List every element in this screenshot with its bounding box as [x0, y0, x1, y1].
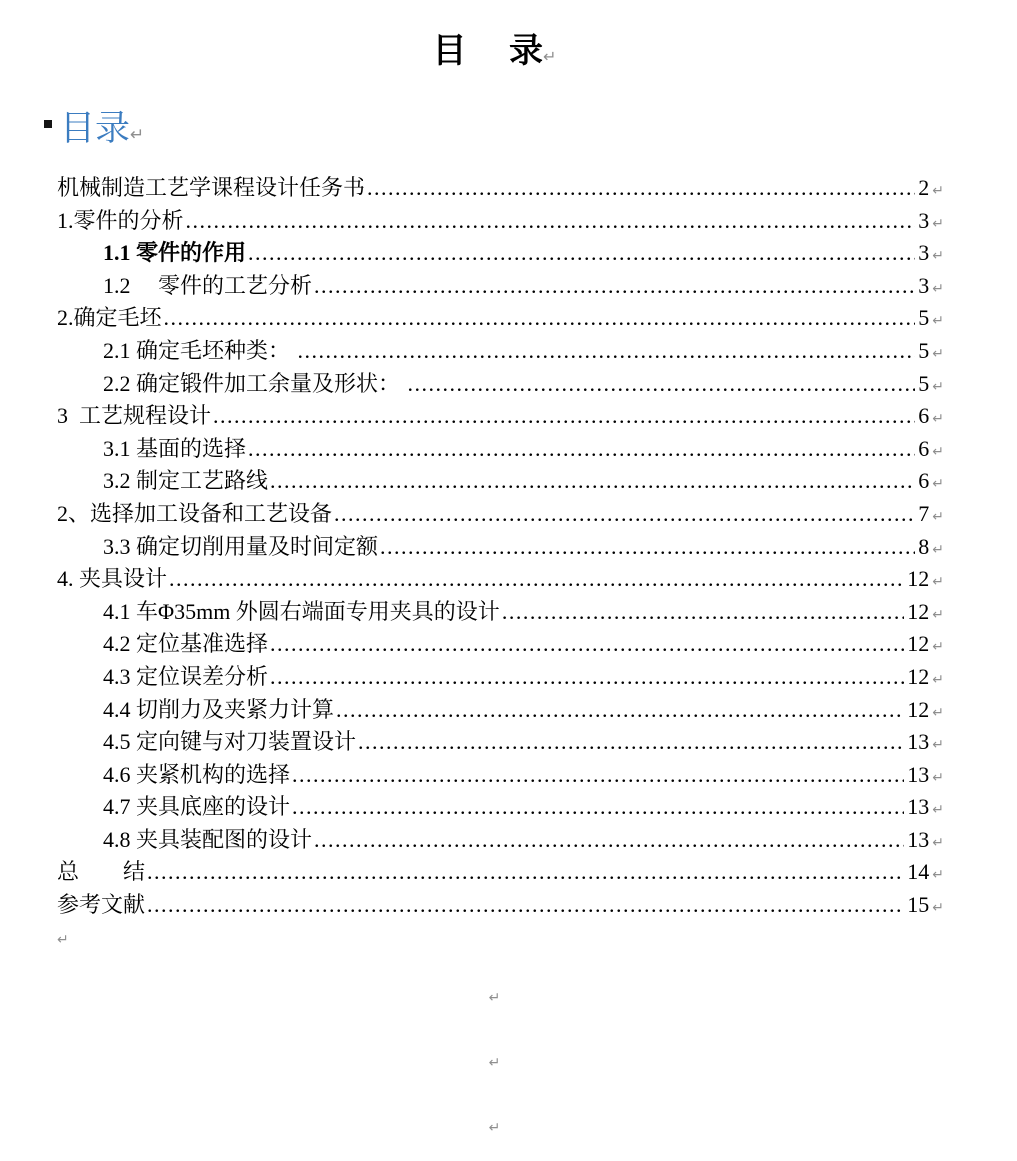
- toc-entry-label: 4.2 定位基准选择: [103, 631, 269, 657]
- toc-entry-label: 3.1 基面的选择: [103, 435, 247, 461]
- toc-entry-label: 3.3 确定切削用量及时间定额: [103, 533, 379, 559]
- dot-leader: [334, 498, 915, 531]
- toc-entry[interactable]: [0, 400, 1017, 433]
- toc-page-number: 7: [918, 500, 930, 526]
- dot-leader: [248, 237, 915, 270]
- dot-leader: [186, 205, 916, 238]
- dot-leader: [380, 531, 915, 564]
- toc-page-number: 3: [918, 240, 930, 266]
- dot-leader: [408, 368, 916, 401]
- dot-leader: [336, 694, 904, 727]
- paragraph-return-icon: ↵: [932, 704, 944, 721]
- toc-entry-label: 参考文献: [57, 892, 146, 918]
- toc-heading-row: [60, 106, 144, 158]
- toc-page-number: 6: [918, 403, 930, 429]
- toc-page-number: 13: [907, 761, 930, 787]
- toc-entry-label: 4.1 车Φ35mm 外圆右端面专用夹具的设计: [103, 598, 500, 624]
- toc-entry[interactable]: [0, 237, 1017, 270]
- dot-leader: [298, 335, 916, 368]
- toc-entry[interactable]: [0, 791, 1017, 824]
- page-title: 目 录: [432, 33, 544, 70]
- paragraph-return-icon: ↵: [488, 1120, 501, 1136]
- toc-entry[interactable]: [0, 856, 1017, 889]
- toc-entry[interactable]: [0, 596, 1017, 629]
- toc-page-number: 8: [918, 533, 930, 559]
- toc-heading: 目录: [60, 109, 131, 148]
- dot-leader: [358, 726, 904, 759]
- toc-page-number: 12: [907, 631, 930, 657]
- paragraph-return-icon: ↵: [932, 476, 944, 493]
- toc-entry-label: 2.1 确定毛坯种类：: [103, 337, 296, 363]
- paragraph-return-icon: ↵: [543, 47, 557, 66]
- dot-leader: [502, 596, 904, 629]
- toc-entry[interactable]: [0, 824, 1017, 857]
- paragraph-return-icon: ↵: [57, 932, 69, 948]
- dot-leader: [270, 465, 915, 498]
- paragraph-return-icon: ↵: [488, 990, 501, 1006]
- paragraph-return-icon: ↵: [932, 248, 944, 265]
- dot-leader: [147, 889, 904, 922]
- paragraph-return-icon: ↵: [932, 900, 944, 917]
- paragraph-return-icon: ↵: [932, 802, 944, 819]
- dot-leader: [169, 563, 904, 596]
- paragraph-return-icon: ↵: [932, 280, 944, 297]
- toc-entry-label: 1.2 零件的工艺分析: [103, 272, 313, 298]
- dot-leader: [292, 791, 904, 824]
- toc-entry[interactable]: [0, 335, 1017, 368]
- toc-entry-label: 1.1 零件的作用: [103, 240, 247, 266]
- toc-page-number: 15: [907, 892, 930, 918]
- toc-entry-label: 3 工艺规程设计: [57, 403, 212, 429]
- paragraph-return-icon: ↵: [932, 215, 944, 232]
- toc-entry-label: 总 结: [57, 859, 146, 885]
- dot-leader: [270, 661, 904, 694]
- toc-page-number: 14: [907, 859, 930, 885]
- toc-entry-label: 4.4 切削力及夹紧力计算: [103, 696, 335, 722]
- toc-entry[interactable]: [0, 628, 1017, 661]
- paragraph-return-icon: ↵: [932, 867, 944, 884]
- paragraph-return-icon: ↵: [932, 769, 944, 786]
- dot-leader: [292, 759, 904, 792]
- toc-entry[interactable]: [0, 368, 1017, 401]
- toc-page-number: 12: [907, 598, 930, 624]
- toc-entry[interactable]: [0, 433, 1017, 466]
- toc-page-number: 13: [907, 826, 930, 852]
- toc-entry[interactable]: [0, 172, 1017, 205]
- toc-entry[interactable]: [0, 531, 1017, 564]
- toc-entry[interactable]: [0, 694, 1017, 727]
- toc-page-number: 5: [918, 370, 930, 396]
- toc-entry-label: 机械制造工艺学课程设计任务书: [57, 175, 366, 200]
- paragraph-return-icon: ↵: [130, 125, 145, 145]
- toc-entry[interactable]: [0, 759, 1017, 792]
- toc-entry[interactable]: [0, 302, 1017, 335]
- toc-page-number: 12: [907, 663, 930, 689]
- toc-entry-label: 4.6 夹紧机构的选择: [103, 761, 291, 787]
- paragraph-return-icon: ↵: [932, 574, 944, 591]
- heading-style-marker-icon: [44, 120, 52, 128]
- dot-leader: [164, 302, 916, 335]
- paragraph-return-icon: ↵: [932, 834, 944, 851]
- toc-entry-label: 2.确定毛坯: [57, 305, 162, 331]
- toc-page-number: 6: [918, 468, 930, 494]
- toc-page-number: 5: [918, 337, 930, 363]
- paragraph-return-icon: ↵: [932, 606, 944, 623]
- toc-entry-label: 4.3 定位误差分析: [103, 663, 269, 689]
- dot-leader: [314, 824, 904, 857]
- toc-entry[interactable]: [0, 563, 1017, 596]
- paragraph-return-icon: ↵: [932, 313, 944, 330]
- dot-leader: [147, 856, 904, 889]
- paragraph-return-icon: ↵: [932, 443, 944, 460]
- toc-page-number: 12: [907, 566, 930, 592]
- toc-page-number: 13: [907, 794, 930, 820]
- toc-entry-label: 4.7 夹具底座的设计: [103, 794, 291, 820]
- paragraph-return-icon: ↵: [932, 378, 944, 395]
- toc-entry[interactable]: [0, 205, 1017, 238]
- toc-page-number: 3: [918, 272, 930, 298]
- paragraph-return-icon: ↵: [932, 541, 944, 558]
- dot-leader: [314, 270, 915, 303]
- dot-leader: [270, 628, 904, 661]
- paragraph-return-icon: ↵: [932, 345, 944, 362]
- toc-entry[interactable]: [0, 270, 1017, 303]
- toc-entry[interactable]: [0, 465, 1017, 498]
- toc-entry-label: 4.5 定向键与对刀装置设计: [103, 729, 357, 755]
- toc-page-number: 3: [918, 207, 930, 233]
- toc-entry[interactable]: [0, 889, 1017, 922]
- paragraph-return-icon: ↵: [932, 639, 944, 656]
- paragraph-return-icon: ↵: [932, 508, 944, 525]
- page-title-row: [0, 30, 1003, 79]
- toc-page-number: 2: [918, 175, 930, 200]
- dot-leader: [367, 172, 915, 205]
- dot-leader: [213, 400, 915, 433]
- toc-entry[interactable]: [0, 661, 1017, 694]
- paragraph-return-icon: ↵: [488, 1055, 501, 1071]
- toc-entry[interactable]: [0, 726, 1017, 759]
- toc-entry-label: 2.2 确定锻件加工余量及形状：: [103, 370, 406, 396]
- paragraph-return-icon: ↵: [932, 411, 944, 428]
- toc-page-number: 12: [907, 696, 930, 722]
- toc-entry-label: 1.零件的分析: [57, 207, 184, 233]
- paragraph-return-icon: ↵: [932, 737, 944, 754]
- toc-entry[interactable]: [0, 498, 1017, 531]
- paragraph-return-icon: ↵: [932, 671, 944, 688]
- toc-entry-label: 4. 夹具设计: [57, 566, 168, 592]
- dot-leader: [248, 433, 915, 466]
- paragraph-return-icon: ↵: [932, 183, 944, 199]
- toc-list: [0, 172, 1017, 922]
- toc-page-number: 5: [918, 305, 930, 331]
- toc-page-number: 6: [918, 435, 930, 461]
- toc-page-number: 13: [907, 729, 930, 755]
- toc-entry-label: 3.2 制定工艺路线: [103, 468, 269, 494]
- toc-entry-label: 2、选择加工设备和工艺设备: [57, 500, 333, 526]
- toc-entry-label: 4.8 夹具装配图的设计: [103, 826, 313, 852]
